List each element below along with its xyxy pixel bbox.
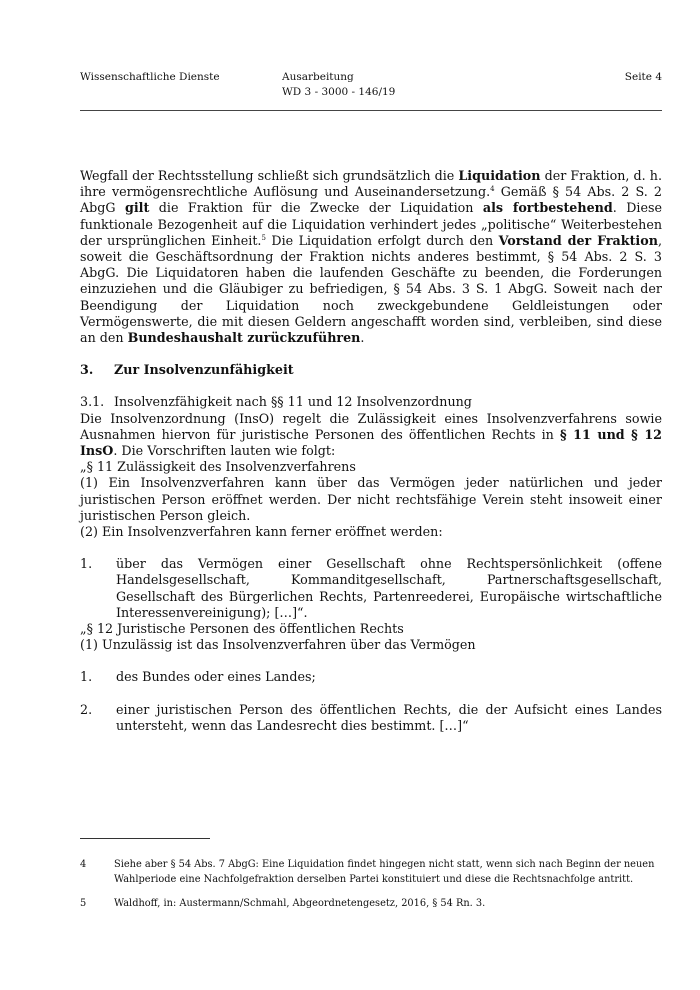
quote-12-list-item-2 <box>80 702 662 734</box>
footnote-ref-4[interactable]: 4 <box>490 184 495 193</box>
intro-paragraph: Wegfall der Rechtsstellung schließt sich grundsätzlich die Liquidation der Fraktion, d. h. ihre vermögensrechtliche Auflösung und Auseinandersetzung.$^4$ Gemäß § 54 Abs. 2 S. 2 AbgG gilt die Fraktion für die Zwecke der Liquidation als fortbestehend. Diese funktionale Bezogenheit auf die Liquidation verhindert jedes „politische“ Weiterbestehen der ursprünglichen Einheit.$^5$ Die Liquidation erfolgt durch den Vorstand der Fraktion, soweit die Geschäftsordnung der Fraktion nichts anderes bestimmt, § 54 Abs. 2 S. 3 AbgG. Die Liquidatoren haben die laufenden Geschäfte zu beenden, die Forderungen einzuziehen und die Gläubiger zu befriedigen, § 54 Abs. 3 S. 1 AbgG. Soweit nach der Beendigung der Liquidation noch zweckgebundene Geldleistungen oder Vermögenswerte, die mit diesen Geldern angeschafft worden sind, verbleiben, sind diese an den Bundeshaushalt zurückzuführen. <box>80 168 663 346</box>
list-item-number: 1. <box>80 556 93 572</box>
footnote-divider <box>80 838 210 839</box>
footnote-text: Siehe aber § 54 Abs. 7 AbgG: Eine Liquidation findet hingegen nicht statt, wenn sich nach Beginn der neuen Wahlperiode eine Nachfolgefraktion derselben Partei konstituiert und diese die Rechtsnachfolge antritt. <box>114 859 655 885</box>
footnotes <box>80 858 662 912</box>
subsection-number: 3.1. <box>80 394 105 410</box>
header-document-info <box>282 70 395 100</box>
header-doc-number: WD 3 - 3000 - 146/19 <box>282 86 396 98</box>
quote-11-title: „§ 11 Zulässigkeit des Insolvenzverfahrens <box>80 459 356 475</box>
main-content <box>80 168 662 734</box>
footnote-number: 4 <box>80 859 87 870</box>
section-number: 3. <box>80 362 94 378</box>
list-item-number: 2. <box>80 701 93 717</box>
quote-12-paragraph-1: (1) Unzulässig ist das Insolvenzverfahren über das Vermögen <box>80 637 476 653</box>
insolvency-paragraph: Die Insolvenzordnung (InsO) regelt die Zulässigkeit eines Insolvenzverfahrens sowie Ausnahmen hiervon für juristische Personen des öffentlichen Rechts in § 11 und § 12 InsO. Die Vorschriften lauten wie folgt: <box>80 410 662 459</box>
quote-12-list-item-1 <box>80 669 662 685</box>
header-doc-type: Ausarbeitung <box>282 71 354 83</box>
header-page-number: Seite 4 <box>624 71 662 83</box>
section-title: Zur Insolvenzunfähigkeit <box>114 362 294 378</box>
quote-12-title: „§ 12 Juristische Personen des öffentlichen Rechts <box>80 621 404 637</box>
quote-11-paragraph-2: (2) Ein Insolvenzverfahren kann ferner eröffnet werden: <box>80 524 443 540</box>
list-item-text: über das Vermögen einer Gesellschaft ohne Rechtspersönlichkeit (offene Handelsgesellschaft, Kommanditgesellschaft, Partnerschaftsgesellschaft, Gesellschaft des Bürgerlichen Rechts, Partenreederei, Europäische wirtschaftliche Interessenvereinigung); […]“. <box>116 556 662 620</box>
page-header <box>80 70 662 110</box>
header-divider <box>80 110 662 111</box>
list-item-text: einer juristischen Person des öffentlichen Rechts, die der Aufsicht eines Landes untersteht, wenn das Landesrecht dies bestimmt. […]“ <box>116 701 662 733</box>
list-item-text: des Bundes oder eines Landes; <box>116 669 316 685</box>
section-heading-3 <box>80 362 662 378</box>
quote-11-list-item <box>80 556 662 621</box>
list-item-number: 1. <box>80 669 93 685</box>
quote-11-paragraph-1: (1) Ein Insolvenzverfahren kann über das Vermögen jeder natürlichen und jeder juristischen Person eröffnet werden. Der nicht rechtsfähige Verein steht insoweit einer juristischen Person gleich. <box>80 475 662 523</box>
header-organization: Wissenschaftliche Dienste <box>80 71 220 83</box>
footnote-5 <box>80 897 662 912</box>
footnote-4 <box>80 858 662 887</box>
footnote-text: Waldhoff, in: Austermann/Schmahl, Abgeordnetengesetz, 2016, § 54 Rn. 3. <box>114 898 486 909</box>
footnote-number: 5 <box>80 898 87 909</box>
subsection-title: Insolvenzfähigkeit nach §§ 11 und 12 Insolvenzordnung <box>114 394 472 410</box>
footnote-ref-5[interactable]: 5 <box>261 233 266 242</box>
subsection-heading-3-1 <box>80 394 662 410</box>
